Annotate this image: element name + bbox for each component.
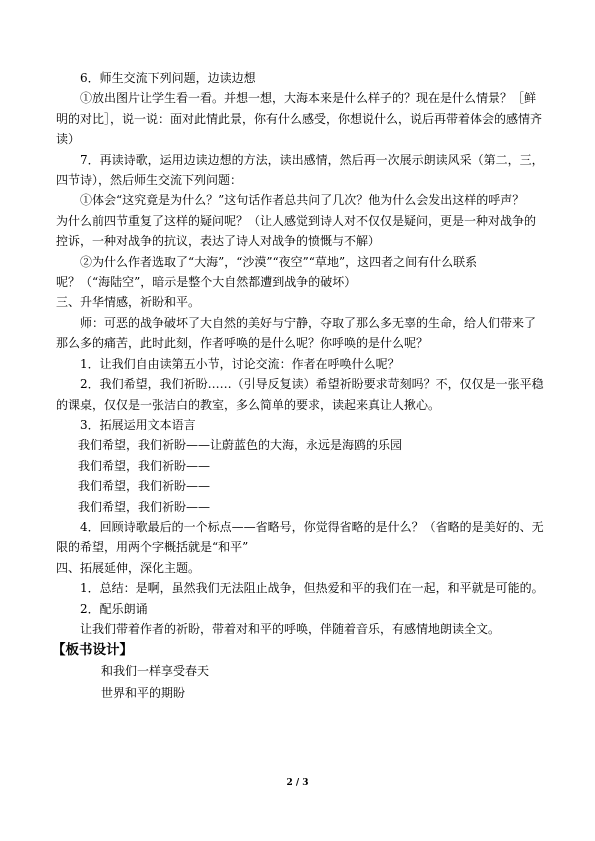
- text-line: 6．师生交流下列问题，边读边想: [80, 71, 256, 85]
- board-design-list: [56, 661, 542, 704]
- text-line: 三、升华情感，祈盼和平。: [56, 295, 201, 310]
- text-line: 限的希望，用两个字概括就是“和平”: [56, 540, 249, 555]
- text-line: 那么多的痛苦，此时此刻，作者呼唤的是什么呢？你呼唤的是什么呢？: [56, 336, 429, 351]
- text-line: 1．让我们自由读第五小节，讨论交流：作者在呼唤什么呢？: [80, 356, 400, 371]
- board-design-line: 和我们一样享受春天: [101, 664, 210, 679]
- text-line: 呢？（“海陆空”，暗示是整个大自然都遭到战争的破坏）: [56, 275, 357, 290]
- text-line: 我们希望，我们祈盼——: [78, 499, 211, 514]
- text-line: ①放出图片让学生看一看。并想一想，大海本来是什么样子的？现在是什么情景？［鲜: [80, 91, 537, 106]
- text-line: 我们希望，我们祈盼——: [78, 458, 211, 473]
- text-line: ①体会“这究竟是为什么？”这句话作者总共问了几次？他为什么会发出这样的呼声？: [80, 193, 525, 208]
- page-number: 2 / 3: [286, 778, 309, 788]
- text-line: 1．总结：是啊，虽然我们无法阻止战争，但热爱和平的我们在一起，和平就是可能的。: [80, 581, 544, 596]
- paragraph-list: [56, 68, 542, 639]
- text-line: ②为什么作者选取了“大海”，“沙漠”“夜空”“草地”，这四者之间有什么联系: [80, 254, 478, 269]
- board-design-line: 世界和平的期盼: [101, 685, 186, 700]
- text-line: 2．配乐朗诵: [80, 601, 148, 616]
- text-line: 4．回顾诗歌最后的一个标点——省略号，你觉得省略的是什么？（省略的是美好的、无: [80, 519, 544, 534]
- text-line: 的课桌，仅仅是一张洁白的教室，多么简单的要求，读起来真让人揪心。: [56, 397, 441, 412]
- text-line: 控诉，一种对战争的抗议，表达了诗人对战争的愤慨与不解）: [56, 234, 381, 249]
- text-line: 我们希望，我们祈盼——让蔚蓝色的大海，永远是海鸥的乐园: [78, 438, 403, 453]
- text-line: 读）: [56, 132, 81, 147]
- text-line: 四、拓展延伸，深化主题。: [56, 560, 201, 575]
- text-line: 师：可恶的战争破坏了大自然的美好与宁静，夺取了那么多无辜的生命，给人们带来了: [80, 315, 537, 330]
- text-line: 2．我们希望，我们祈盼……（引导反复读）希望祈盼要求苛刻吗？不，仅仅是一张平稳: [80, 377, 544, 392]
- document-body: [52, 68, 544, 704]
- text-line: 四节诗），然后师生交流下列问题：: [56, 173, 243, 188]
- text-line: 3．拓展运用文本语言: [80, 417, 196, 432]
- text-line: 为什么前四节重复了这样的疑问呢？（让人感觉到诗人对不仅仅是疑问，更是一种对战争的: [56, 213, 537, 228]
- text-line: 我们希望，我们祈盼——: [78, 479, 211, 494]
- board-design-heading: 【板书设计】: [52, 642, 133, 659]
- text-line: 明的对比］，说一说：面对此情此景，你有什么感受，你想说什么，说后再带着体会的感情齐: [56, 111, 543, 126]
- text-line: 7．再读诗歌，运用边读边想的方法，读出感情，然后再一次展示朗读风采（第二，三，: [80, 152, 544, 167]
- text-line: 让我们带着作者的祈盼，带着对和平的呼唤，伴随着音乐，有感情地朗读全文。: [80, 621, 501, 636]
